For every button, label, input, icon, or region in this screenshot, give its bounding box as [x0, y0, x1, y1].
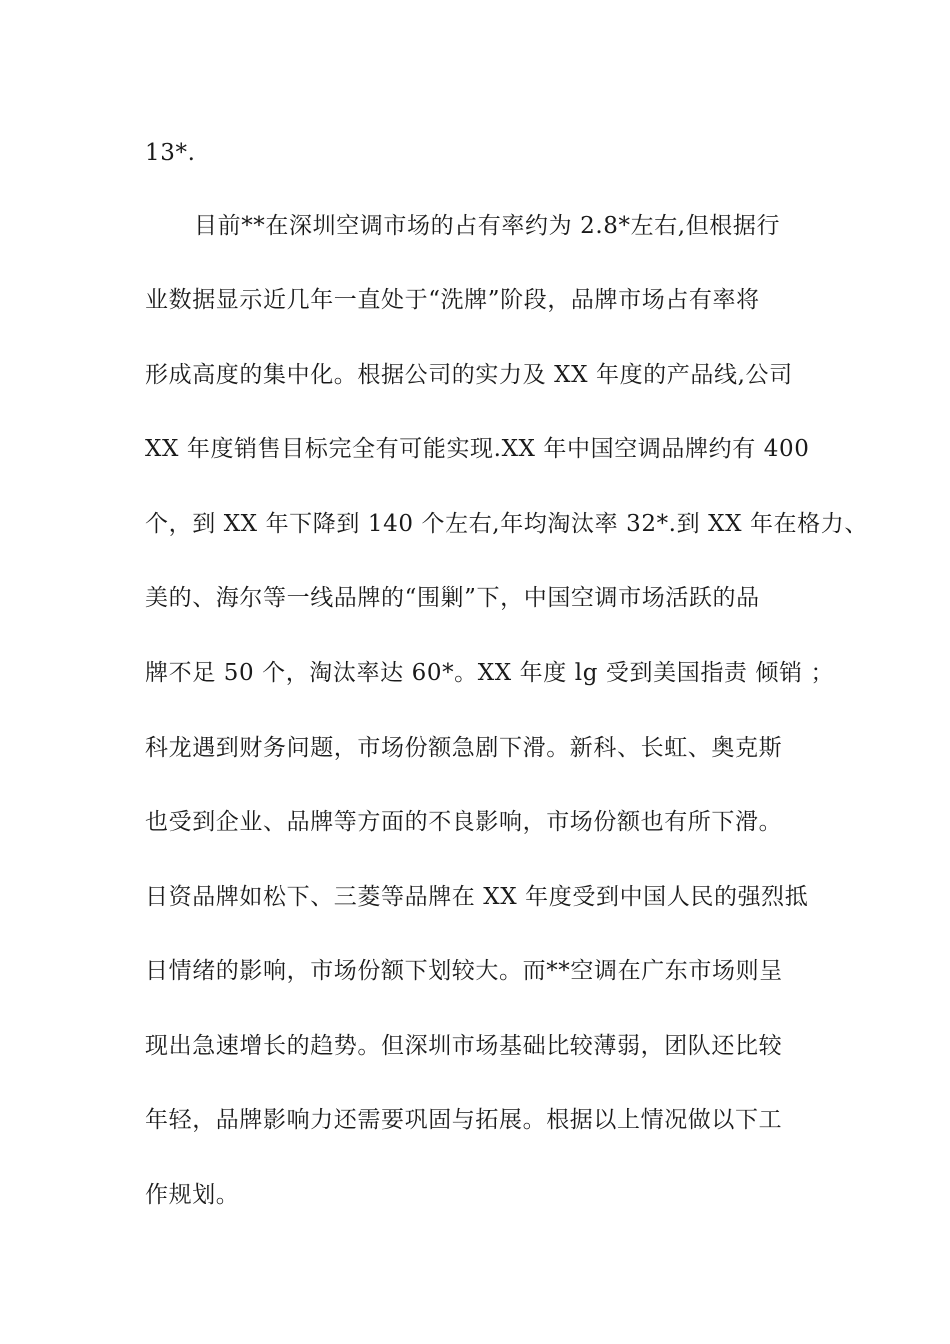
text-line: 科龙遇到财务问题，市场份额急剧下滑。新科、长虹、奥克斯 — [145, 735, 783, 761]
text-line: 作规划。 — [145, 1182, 240, 1208]
text-line: 现出急速增长的趋势。但深圳市场基础比较薄弱，团队还比较 — [145, 1033, 783, 1059]
text-line: 业数据显示近几年一直处于“洗牌”阶段，品牌市场占有率将 — [145, 287, 760, 313]
text-line: 年轻，品牌影响力还需要巩固与拓展。根据以上情况做以下工 — [145, 1107, 783, 1133]
text-line: 也受到企业、品牌等方面的不良影响，市场份额也有所下滑。 — [145, 809, 783, 835]
text-line: 个，到 XX 年下降到 140 个左右,年均淘汰率 32*.到 XX 年在格力、 — [145, 511, 868, 537]
text-line: 形成高度的集中化。根据公司的实力及 XX 年度的产品线,公司 — [145, 362, 793, 388]
text-line: 牌不足 50 个，淘汰率达 60*。XX 年度 lg 受到美国指责 倾销 ； — [145, 660, 835, 686]
text-line: 日情绪的影响，市场份额下划较大。而**空调在广东市场则呈 — [145, 958, 783, 984]
text-line: XX 年度销售目标完全有可能实现.XX 年中国空调品牌约有 400 — [145, 436, 810, 462]
paragraph-first-line: 目前**在深圳空调市场的占有率约为 2.8*左右,但根据行 — [194, 213, 781, 239]
text-line: 13*. — [145, 140, 196, 166]
text-line: 日资品牌如松下、三菱等品牌在 XX 年度受到中国人民的强烈抵 — [145, 884, 809, 910]
text-line: 美的、海尔等一线品牌的“围剿”下，中国空调市场活跃的品 — [145, 585, 760, 611]
